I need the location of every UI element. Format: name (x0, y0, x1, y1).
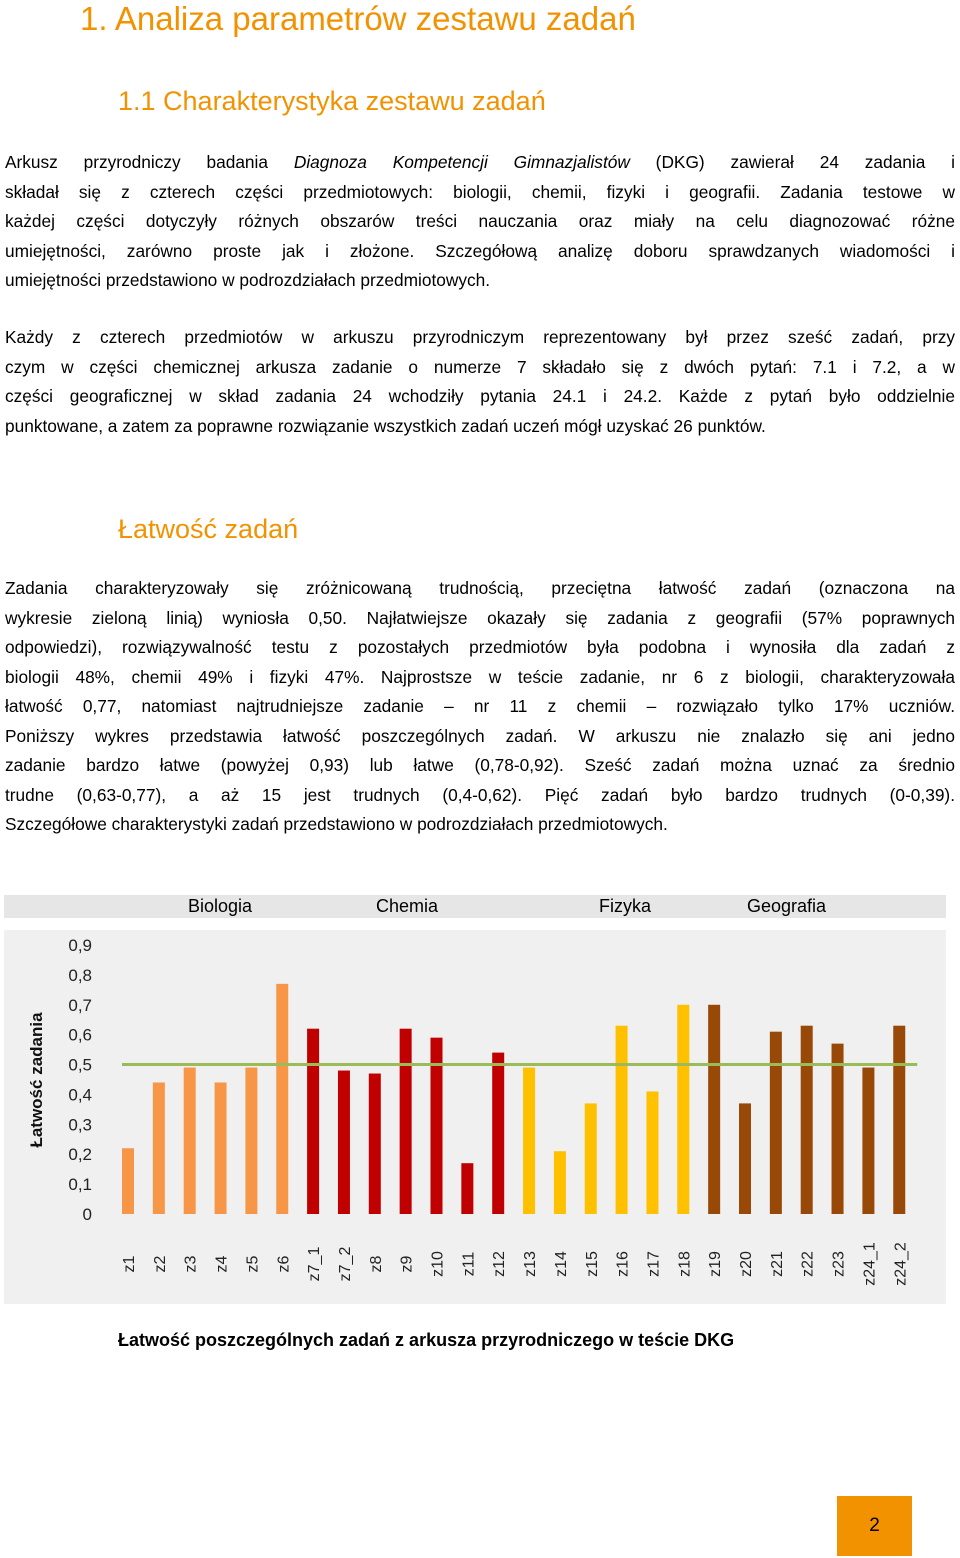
x-tick-label: z24_1 (861, 1242, 879, 1286)
text-run: czym w części chemicznej arkusza zadanie o numerze 7 składało się z dwóch pytań: 7.1 i 7.2, a w (5, 356, 955, 377)
text-run: Diagnoza Kompetencji Gimnazjalistów (293, 152, 630, 172)
x-tick-label: z10 (429, 1251, 447, 1277)
text-run: wykresie zieloną linią) wyniosła 0,50. Najłatwiejsze okazały się zadania z geografii (57% poprawnych (5, 607, 955, 628)
legend-biologia: Biologia (188, 896, 253, 916)
bar-z1 (122, 1148, 134, 1214)
bar-z6 (276, 984, 288, 1214)
x-tick-label: z17 (645, 1251, 663, 1277)
x-tick-label: z11 (460, 1251, 478, 1277)
subsection-heading: 1.1 Charakterystyka zestawu zadań (118, 86, 546, 116)
paragraph-line (5, 148, 955, 178)
text-run: trudne (0,63-0,77), a aż 15 jest trudnych (0,4-0,62). Pięć zadań było bardzo trudnych (0-0,39). (5, 784, 955, 805)
bar-z14 (554, 1151, 566, 1214)
paragraph-structure (5, 323, 955, 441)
paragraph-line (5, 207, 955, 237)
legend-chemia: Chemia (376, 896, 439, 916)
paragraph-line (5, 353, 955, 383)
x-tick-label: z24_2 (892, 1242, 910, 1286)
text-run: Szczegółowe charakterystyki zadań przedstawiono w podrozdziałach przedmiotowych. (5, 814, 668, 834)
text-run: umiejętności, zarówno proste jak i złożone. Szczegółową analizę doboru sprawdzanych wiadomości i (5, 240, 955, 261)
paragraph-easiness (5, 574, 955, 840)
text-run: Poniższy wykres przedstawia łatwość poszczególnych zadań. W arkuszu nie znalazło się ani jedno (5, 725, 955, 746)
x-tick-label: z9 (398, 1255, 416, 1273)
text-run: odpowiedzi), rozwiązywalność testu z pozostałych przedmiotów była podobna i wynosiła dla zadań z (5, 637, 955, 657)
bar-z19 (708, 1005, 720, 1214)
y-tick-label: 0,9 (68, 936, 92, 955)
x-tick-label: z5 (244, 1255, 262, 1273)
easiness-heading: Łatwość zadań (118, 514, 299, 544)
bar-z17 (646, 1091, 658, 1214)
y-tick-label: 0,2 (68, 1145, 92, 1165)
bar-z9 (400, 1029, 412, 1214)
x-tick-label: z3 (182, 1255, 200, 1273)
bar-z8 (369, 1074, 381, 1214)
paragraph-line (5, 178, 955, 208)
x-tick-label: z21 (768, 1251, 786, 1277)
bar-z16 (616, 1026, 628, 1214)
paragraph-line (5, 604, 955, 634)
bar-z15 (585, 1103, 597, 1214)
paragraph-line (5, 751, 955, 781)
text-run: punktowane, a zatem za poprawne rozwiązanie wszystkich zadań uczeń mógł uzyskać 26 punktów. (5, 415, 766, 436)
text-run: biologii 48%, chemii 49% i fizyki 47%. Najprostsze w teście zadanie, nr 6 z biologii, charakteryzowała (5, 666, 955, 687)
bar-z18 (677, 1005, 689, 1214)
x-tick-label: z7_1 (306, 1246, 324, 1282)
paragraph-description (5, 148, 955, 296)
text-run: składał się z czterech części przedmiotowych: biologii, chemii, fizyki i geografii. Zadania testowe w (5, 181, 955, 202)
x-tick-label: z7_2 (336, 1246, 354, 1282)
bar-z20 (739, 1103, 751, 1214)
section-heading: 1. Analiza parametrów zestawu zadań (80, 0, 636, 37)
bar-z7_2 (338, 1071, 350, 1214)
y-tick-label: 0 (82, 1205, 92, 1224)
y-tick-label: 0,5 (68, 1055, 92, 1075)
bar-z5 (245, 1068, 257, 1214)
text-run: umiejętności przedstawiono w podrozdziałach przedmiotowych. (5, 270, 491, 290)
x-tick-label: z23 (830, 1251, 848, 1277)
y-tick-label: 0,3 (68, 1115, 92, 1135)
paragraph-line (5, 722, 955, 752)
paragraph-line (5, 266, 955, 296)
bar-z24_1 (862, 1068, 874, 1214)
text-run: części geograficznej w skład zadania 24 wchodziły pytania 24.1 i 24.2. Każde z pytań było oddzielnie (5, 386, 955, 406)
y-tick-label: 0,4 (68, 1085, 92, 1105)
chart-legend (4, 895, 946, 918)
bar-z23 (832, 1044, 844, 1214)
paragraph-line (5, 633, 955, 663)
x-tick-label: z13 (522, 1251, 540, 1277)
paragraph-line (5, 574, 955, 604)
x-tick-label: z20 (738, 1251, 755, 1277)
easiness-chart-svg (4, 930, 946, 1304)
y-tick-label: 0,6 (68, 1025, 92, 1045)
x-tick-label: z19 (707, 1251, 725, 1277)
x-tick-label: z12 (491, 1251, 509, 1277)
x-tick-label: z6 (275, 1255, 293, 1273)
bar-z2 (153, 1082, 165, 1214)
text-run: każdej części dotyczyły różnych obszarów treści nauczania oraz miały na celu diagnozować różne (5, 211, 955, 231)
legend-geografia: Geografia (747, 896, 827, 916)
x-tick-label: z1 (121, 1255, 138, 1273)
x-tick-label: z15 (583, 1251, 601, 1277)
text-run: (DKG) zawierał 24 zadania i (629, 152, 955, 172)
x-tick-label: z22 (799, 1251, 817, 1277)
x-tick-label: z4 (213, 1255, 231, 1273)
paragraph-line (5, 810, 955, 840)
text-run: Zadania charakteryzowały się zróżnicowaną trudnością, przeciętna łatwość zadań (oznaczona na (5, 578, 955, 598)
paragraph-line (5, 781, 955, 811)
bar-z22 (801, 1026, 813, 1214)
x-tick-label: z18 (676, 1251, 694, 1277)
y-tick-label: 0,1 (68, 1175, 92, 1195)
bar-z13 (523, 1068, 535, 1214)
x-tick-label: z8 (367, 1255, 385, 1273)
chart-caption: Łatwość poszczególnych zadań z arkusza przyrodniczego w teście DKG (118, 1330, 735, 1350)
text-run: zadanie bardzo łatwe (powyżej 0,93) lub łatwe (0,78-0,92). Sześć zadań można uznać za średnio (5, 755, 955, 775)
bar-z11 (461, 1163, 473, 1214)
text-run: łatwość 0,77, natomiast najtrudniejsze zadanie – nr 11 z chemii – rozwiązało tylko 17% uczniów. (5, 696, 955, 716)
x-tick-label: z2 (151, 1255, 169, 1273)
bar-z3 (184, 1068, 196, 1214)
text-run: Każdy z czterech przedmiotów w arkuszu przyrodniczym reprezentowany był przez sześć zadań, przy (5, 327, 955, 347)
bar-z21 (770, 1032, 782, 1214)
paragraph-line (5, 382, 955, 412)
x-tick-label: z16 (614, 1251, 632, 1277)
y-tick-label: 0,7 (68, 995, 92, 1015)
page-number: 2 (837, 1496, 912, 1556)
paragraph-line (5, 323, 955, 353)
y-tick-label: 0,8 (68, 965, 92, 985)
paragraph-line (5, 692, 955, 722)
y-axis-label: Łatwość zadania (27, 1012, 46, 1148)
bar-z4 (215, 1082, 227, 1214)
text-run: Arkusz przyrodniczy badania (5, 152, 294, 172)
legend-fizyka: Fizyka (599, 896, 652, 916)
bar-z7_1 (307, 1029, 319, 1214)
paragraph-line (5, 663, 955, 693)
bar-z12 (492, 1053, 504, 1214)
easiness-chart (4, 930, 946, 1304)
bar-z24_2 (893, 1026, 905, 1214)
paragraph-line (5, 412, 955, 442)
x-tick-label: z14 (552, 1251, 570, 1277)
paragraph-line (5, 237, 955, 267)
